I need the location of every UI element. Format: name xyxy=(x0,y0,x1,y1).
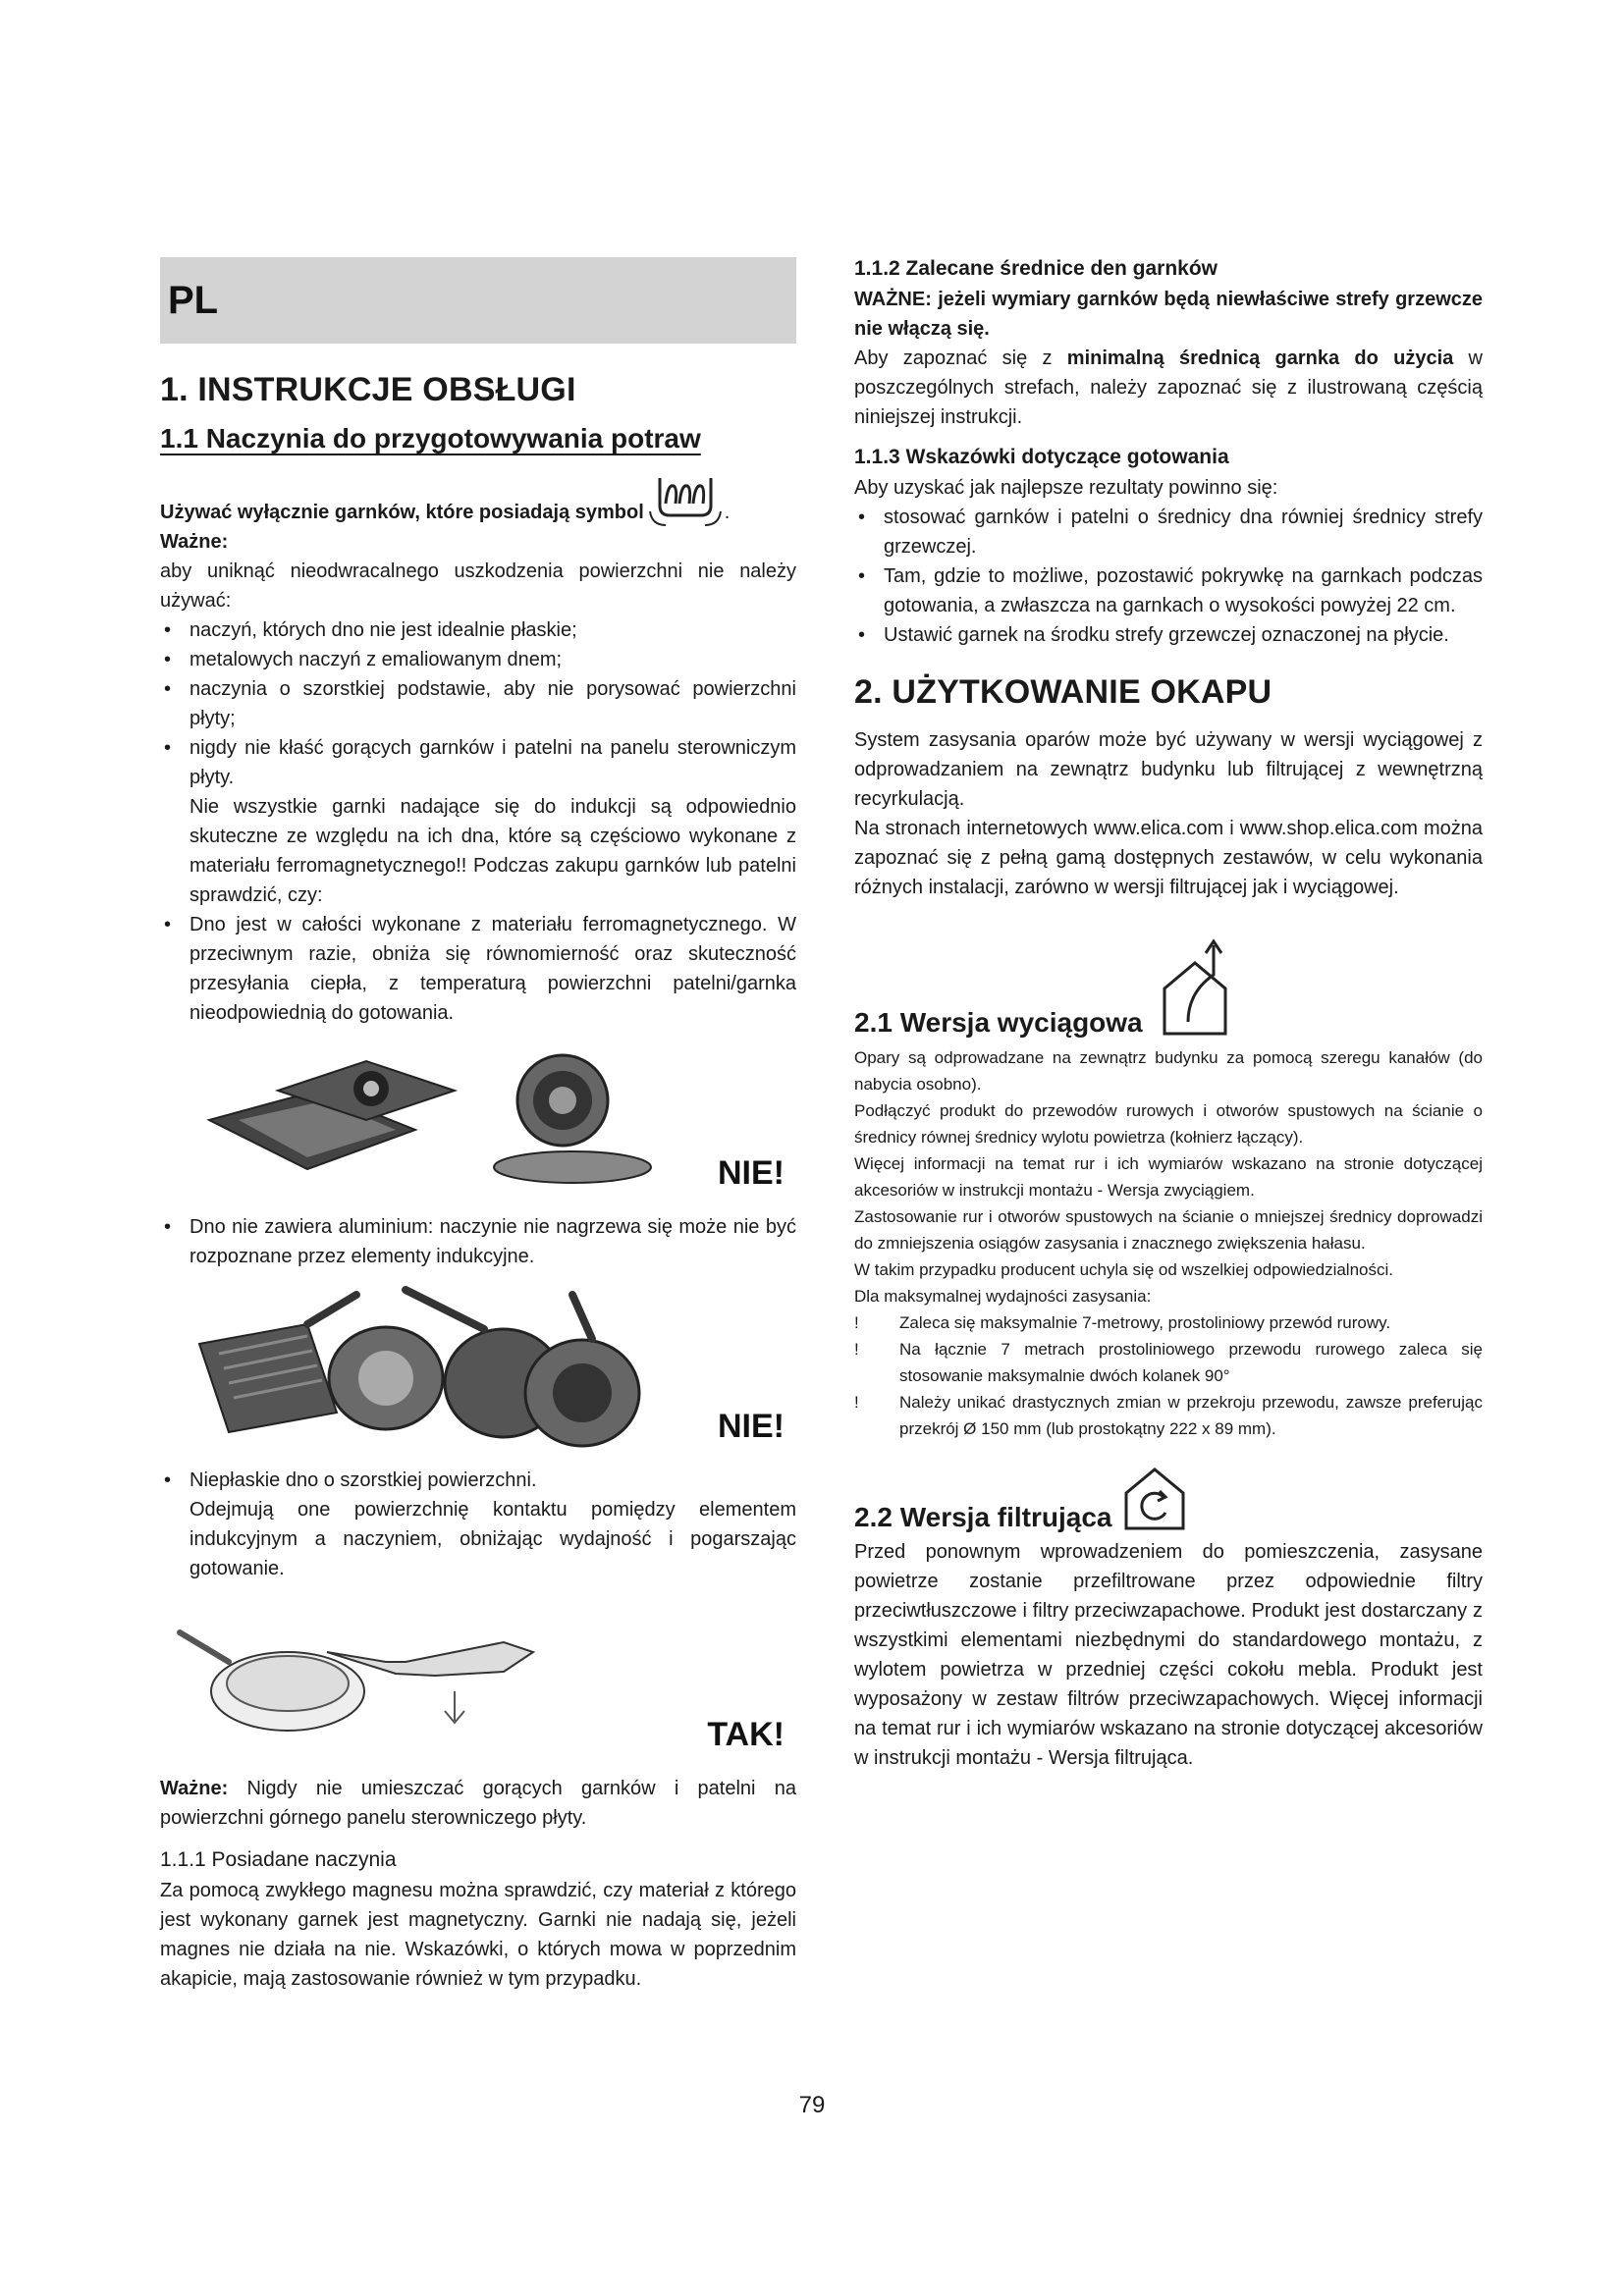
filter-heading-row xyxy=(854,1464,1483,1537)
website-text: Na stronach internetowych www.elica.com i www.shop.elica.com można zapoznać się z pełną gamą dostępnych zestawów, w celu wykonania różnych instalacji, zarówno w wersji filtrującej jak i wyciągowej. xyxy=(854,818,1483,898)
list-item: • Ustawić garnek na środku strefy grzewczej oznaczonej na płycie. xyxy=(854,620,1483,650)
list-item: ! Zaleca się maksymalnie 7-metrowy, prostoliniowy przewód rurowy. xyxy=(854,1309,1483,1336)
list-item: • Niepłaskie dno o szorstkiej powierzchni. xyxy=(160,1466,796,1495)
section-title-hood-usage: 2. UŻYTKOWANIE OKAPU xyxy=(854,673,1272,711)
section-title-extraction: 2.1 Wersja wyciągowa xyxy=(854,1007,1143,1038)
induction-symbol-line xyxy=(160,466,796,527)
right-column xyxy=(854,257,1483,1773)
section-title-instructions: 1. INSTRUKCJE OBSŁUGI xyxy=(160,371,576,408)
left-column xyxy=(160,257,796,1994)
diameter-text-start: Aby zapoznać się z xyxy=(854,347,1053,369)
list-item: • Tam, gdzie to możliwe, pozostawić pokrywkę na garnkach podczas gotowania, a zwłaszcza na garnkach o wysokości powyżej 22 cm. xyxy=(854,561,1483,620)
subsection-cooking-tips: 1.1.3 Wskazówki dotyczące gotowania xyxy=(854,446,1229,468)
list-item: • naczyń, których dno nie jest idealnie płaskie; xyxy=(160,615,796,645)
important-label: Ważne: xyxy=(160,531,229,553)
symbol-text: Używać wyłącznie garnków, które posiadają symbol xyxy=(160,502,644,523)
ferromagnetic-list xyxy=(160,910,796,1028)
figure-grill-pans xyxy=(160,1285,796,1452)
list-item: • naczynia o szorstkiej podstawie, aby nie porysować powierzchni płyty; xyxy=(160,674,796,733)
ferromagnetic-note: Nie wszystkie garnki nadające się do indukcji są odpowiednio skuteczne ze względu na ich dna, które są częściowo wykonane z materiału ferromagnetycznego!! Podczas zakupu garnków lub patelni sprawdzić, czy: xyxy=(189,796,796,906)
diameter-text xyxy=(854,344,1483,432)
subsection-recommended-diameters: 1.1.2 Zalecane średnice den garnków xyxy=(854,257,1218,280)
list-item: ! Na łącznie 7 metrach prostoliniowego przewodu rurowego zaleca się stosowanie maksymalnie dwóch kolanek 90° xyxy=(854,1336,1483,1389)
system-text: System zasysania oparów może być używany w wersji wyciągowej z odprowadzaniem na zewnątrz budynku lub filtrującej z wewnętrzną recyrkulacją. xyxy=(854,729,1483,810)
no-label-2: NIE! xyxy=(718,1408,785,1445)
language-code: PL xyxy=(168,278,219,322)
max-efficiency-list xyxy=(854,1309,1483,1442)
extraction-paragraph: Opary są odprowadzane na zewnątrz budynku za pomocą szeregu kanałów (do nabycia osobno). xyxy=(854,1048,1483,1094)
tips-intro: Aby uzyskać jak najlepsze rezultaty powinno się: xyxy=(854,477,1278,499)
diameter-warning: WAŻNE: jeżeli wymiary garnków będą niewłaściwe strefy grzewcze nie włączą się. xyxy=(854,289,1483,340)
warning-label: Ważne: xyxy=(160,1778,229,1799)
list-item: ! Należy unikać drastycznych zmian w przekroju przewodu, zawsze preferując przekrój Ø 150 mm (lub prostokątny 222 x 89 mm). xyxy=(854,1389,1483,1442)
section-title-filter: 2.2 Wersja filtrująca xyxy=(854,1502,1112,1532)
flat-pans-illustration xyxy=(160,1613,796,1760)
symbol-period: . xyxy=(724,502,731,523)
avoid-intro: aby uniknąć nieodwracalnego uszkodzenia powierzchni nie należy używać: xyxy=(160,561,796,612)
language-bar xyxy=(160,257,796,344)
house-recirculation-icon xyxy=(1120,1464,1189,1537)
grill-pans-illustration xyxy=(160,1285,796,1452)
diameter-text-end: w poszczególnych strefach, należy zapoznać się z ilustrowaną częścią niniejszej instrukcji. xyxy=(854,347,1483,428)
extraction-paragraph: Dla maksymalnej wydajności zasysania: xyxy=(854,1287,1152,1306)
warning-text: Nigdy nie umieszczać gorących garnków i patelni na powierzchni górnego panelu sterowniczego płyty. xyxy=(160,1778,796,1829)
magnet-test-text: Za pomocą zwykłego magnesu można sprawdzić, czy materiał z którego jest wykonany garnek jest magnetyczny. Garnki nie nadają się, jeżeli magnes nie działa na nie. Wskazówki, o których mowa w poprzednim akapicie, mają zastosowanie również w tym przypadku. xyxy=(160,1880,796,1990)
extraction-paragraph: W takim przypadku producent uchyla się od wszelkiej odpowiedzialności. xyxy=(854,1260,1393,1279)
induction-coil-icon xyxy=(646,466,725,527)
house-outlet-icon xyxy=(1159,937,1231,1044)
aluminium-list xyxy=(160,1212,796,1271)
extraction-paragraph: Więcej informacji na temat rur i ich wymiarów wskazano na stronie dotyczącej akcesoriów w instrukcji montażu - Wersja zwyciągiem. xyxy=(854,1154,1483,1200)
tips-list xyxy=(854,503,1483,650)
figure-griddle-paella xyxy=(160,1051,796,1199)
rough-list xyxy=(160,1466,796,1495)
extraction-heading-row xyxy=(854,937,1483,1044)
list-item: • nigdy nie kłaść gorących garnków i patelni na panelu sterowniczym płyty. xyxy=(160,733,796,792)
subsection-own-cookware: 1.1.1 Posiadane naczynia xyxy=(160,1848,397,1871)
yes-label: TAK! xyxy=(707,1716,785,1753)
extraction-details xyxy=(854,1044,1483,1442)
diameter-text-bold: minimalną średnicą garnka do użycia xyxy=(1066,347,1454,369)
rough-explanation: Odejmują one powierzchnię kontaktu pomiędzy elementem indukcyjnym a naczyniem, obniżając wydajność i pogarszając gotowanie. xyxy=(189,1499,796,1579)
page-number: 79 xyxy=(798,2092,826,2118)
list-item: • Dno nie zawiera aluminium: naczynie nie nagrzewa się może nie być rozpoznane przez elementy indukcyjne. xyxy=(160,1212,796,1271)
extraction-paragraph: Podłączyć produkt do przewodów rurowych i otworów spustowych na ścianie o średnicy równej średnicy wylotu powietrza (kołnierz łączący). xyxy=(854,1101,1483,1147)
filter-text: Przed ponownym wprowadzeniem do pomieszczenia, zasysane powietrze zostanie przefiltrowane przez odpowiednie filtry przeciwtłuszczowe i filtry przeciwzapachowe. Produkt jest dostarczany z wszystkimi elementami niezbędnymi do standardowego montażu, z wylotem powietrza w przedniej części cokołu mebla. Produkt jest wyposażony w zestaw filtrów przeciwzapachowych. Więcej informacji na temat rur i ich wymiarów wskazano na stronie dotyczącej akcesoriów w instrukcji montażu - Wersja filtrująca. xyxy=(854,1541,1483,1769)
extraction-paragraph: Zastosowanie rur i otworów spustowych na ścianie o mniejszej średnicy doprowadzi do zmniejszenia osiągów zasysania i znacznego zwiększenia hałasu. xyxy=(854,1207,1483,1253)
list-item: • Dno jest w całości wykonane z materiału ferromagnetycznego. W przeciwnym razie, obniża się równomierność oraz skuteczność przesyłania ciepła, z temperaturą powierzchni patelni/garnka nieodpowiednią do gotowania. xyxy=(160,910,796,1028)
no-label-1: NIE! xyxy=(718,1154,785,1192)
section-title-cookware: 1.1 Naczynia do przygotowywania potraw xyxy=(160,423,701,454)
griddle-pans-illustration xyxy=(160,1051,796,1199)
figure-flat-pans xyxy=(160,1613,796,1760)
list-item: • metalowych naczyń z emaliowanym dnem; xyxy=(160,645,796,674)
hot-pans-warning xyxy=(160,1774,796,1833)
avoid-list xyxy=(160,615,796,792)
list-item: • stosować garnków i patelni o średnicy dna równiej średnicy strefy grzewczej. xyxy=(854,503,1483,561)
